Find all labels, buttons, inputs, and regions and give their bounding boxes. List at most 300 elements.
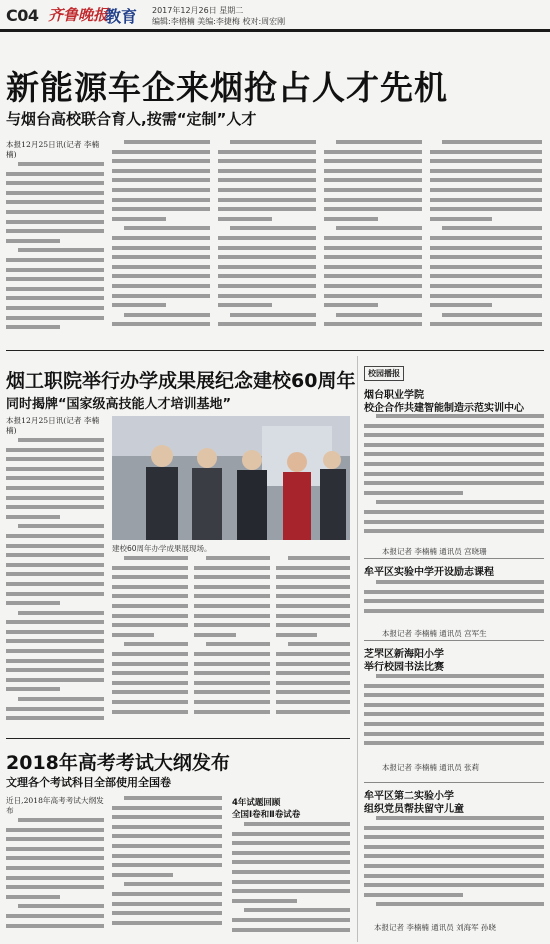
text-line — [124, 882, 222, 886]
section-title: 教育 — [105, 7, 138, 26]
text-line — [218, 274, 316, 278]
text-line — [232, 928, 350, 932]
text-line — [6, 287, 104, 291]
text-line — [232, 860, 350, 864]
text-line — [218, 246, 316, 250]
text-line — [324, 236, 422, 240]
text-line — [112, 863, 222, 867]
text-line — [112, 623, 188, 627]
text-line — [430, 207, 542, 211]
text-line — [364, 845, 544, 849]
text-line — [18, 438, 104, 442]
text-line — [6, 630, 104, 634]
text-line — [364, 599, 544, 603]
text-line — [6, 296, 104, 300]
text-line — [112, 575, 188, 579]
text-line — [218, 284, 316, 288]
text-line — [6, 572, 104, 576]
text-line — [218, 178, 316, 182]
text-line — [324, 274, 422, 278]
brief-1-credit: 本报记者 李楠楠 通讯员 宫晓珊 — [382, 547, 487, 556]
text-line — [18, 524, 104, 528]
text-line — [218, 207, 316, 211]
text-line — [112, 662, 188, 666]
text-line — [430, 265, 542, 269]
text-line — [324, 207, 422, 211]
text-line — [6, 678, 104, 682]
text-line — [364, 520, 544, 524]
bottom-sidebar-title: 4年试题回顾 — [232, 798, 281, 808]
text-line — [364, 424, 544, 428]
text-line — [430, 236, 542, 240]
text-line — [18, 611, 104, 615]
text-line — [112, 585, 188, 589]
text-line — [324, 246, 422, 250]
text-line — [276, 690, 350, 694]
text-line — [112, 854, 222, 858]
text-line — [6, 325, 60, 329]
brief-1-body — [364, 414, 544, 542]
text-line — [112, 284, 210, 288]
brief-1-subtitle: 校企合作共建智能制造示范实训中心 — [364, 403, 524, 414]
text-line — [218, 303, 272, 307]
text-line — [112, 217, 166, 221]
text-line — [232, 880, 350, 884]
text-line — [324, 169, 422, 173]
text-line — [112, 892, 222, 896]
text-line — [324, 322, 422, 326]
page-number: C04 — [6, 6, 39, 25]
text-line — [430, 303, 492, 307]
text-line — [6, 486, 104, 490]
text-line — [218, 217, 272, 221]
brief-divider-1 — [364, 558, 544, 559]
text-line — [6, 620, 104, 624]
text-line — [6, 639, 104, 643]
text-line — [232, 899, 297, 903]
text-line — [430, 188, 542, 192]
text-line — [324, 284, 422, 288]
text-line — [6, 659, 104, 663]
text-line — [6, 553, 104, 557]
lead-column-4 — [324, 140, 422, 340]
text-line — [112, 207, 210, 211]
text-line — [364, 693, 544, 697]
text-line — [194, 594, 270, 598]
text-line — [276, 614, 350, 618]
text-line — [112, 681, 188, 685]
text-line — [442, 313, 542, 317]
text-line — [194, 700, 270, 704]
text-line — [364, 854, 544, 858]
text-line — [276, 710, 350, 714]
campus-news-tag: 校园播报 — [364, 366, 404, 381]
bottom-column-1 — [6, 818, 104, 938]
text-line — [232, 870, 350, 874]
text-line — [6, 258, 104, 262]
text-line — [324, 198, 422, 202]
text-line — [112, 198, 210, 202]
text-line — [218, 322, 316, 326]
text-line — [112, 873, 173, 877]
brief-2-title: 牟平区实验中学开设励志课程 — [364, 567, 494, 578]
text-line — [244, 908, 350, 912]
text-line — [218, 198, 316, 202]
text-line — [112, 265, 210, 269]
text-line — [6, 191, 104, 195]
newspaper-logo: 齐鲁晚报 — [48, 6, 109, 24]
brief-2-body — [364, 580, 544, 624]
text-line — [288, 642, 350, 646]
text-line — [112, 815, 222, 819]
text-line — [430, 322, 542, 326]
text-line — [6, 505, 104, 509]
text-line — [244, 822, 350, 826]
text-line — [194, 662, 270, 666]
text-line — [276, 671, 350, 675]
text-line — [364, 826, 544, 830]
text-line — [364, 712, 544, 716]
text-line — [18, 248, 104, 252]
text-line — [430, 284, 542, 288]
text-line — [364, 703, 544, 707]
text-line — [364, 835, 544, 839]
text-line — [112, 274, 210, 278]
text-line — [276, 585, 350, 589]
text-line — [112, 294, 210, 298]
text-line — [6, 914, 104, 918]
text-line — [6, 268, 104, 272]
text-line — [442, 226, 542, 230]
text-line — [6, 828, 104, 832]
text-line — [218, 255, 316, 259]
page-header — [0, 0, 550, 30]
editor-credits: 编辑:李榕楠 美编:李捷梅 校对:周宏刚 — [152, 17, 286, 26]
text-line — [276, 681, 350, 685]
text-line — [6, 229, 104, 233]
text-line — [112, 700, 188, 704]
text-line — [6, 649, 104, 653]
text-line — [112, 671, 188, 675]
text-line — [6, 716, 104, 720]
text-line — [194, 633, 236, 637]
text-line — [112, 159, 210, 163]
text-line — [112, 604, 188, 608]
text-line — [194, 690, 270, 694]
brief-3-credit: 本报记者 李楠楠 通讯员 张莉 — [382, 763, 480, 772]
text-line — [194, 652, 270, 656]
text-line — [442, 140, 542, 144]
text-line — [276, 604, 350, 608]
text-line — [364, 433, 544, 437]
text-line — [18, 162, 104, 166]
text-line — [376, 414, 544, 418]
text-line — [206, 642, 270, 646]
text-line — [112, 911, 222, 915]
text-line — [6, 687, 60, 691]
text-line — [324, 188, 422, 192]
event-photo — [112, 416, 350, 540]
text-line — [6, 924, 104, 928]
right-column-rule — [357, 356, 358, 942]
photo-caption: 建校60周年办学成果展现场。 — [112, 544, 212, 553]
lead-column-5 — [430, 140, 542, 340]
text-line — [112, 236, 210, 240]
text-line — [6, 668, 104, 672]
text-line — [218, 236, 316, 240]
text-line — [276, 633, 317, 637]
text-line — [6, 582, 104, 586]
text-line — [430, 178, 542, 182]
text-line — [194, 671, 270, 675]
text-line — [336, 140, 422, 144]
text-line — [6, 448, 104, 452]
text-line — [6, 515, 60, 519]
lead-subhead: 与烟台高校联合育人,按需“定制”人才 — [6, 110, 257, 128]
text-line — [218, 294, 316, 298]
text-line — [6, 277, 104, 281]
second-headline: 烟工职院举行办学成果展纪念建校60周年 — [6, 370, 356, 392]
text-line — [112, 594, 188, 598]
text-line — [430, 150, 542, 154]
lead-column-3 — [218, 140, 316, 340]
text-line — [112, 652, 188, 656]
text-line — [6, 544, 104, 548]
text-line — [364, 893, 463, 897]
text-line — [336, 226, 422, 230]
text-line — [112, 178, 210, 182]
text-line — [232, 832, 350, 836]
text-line — [324, 294, 422, 298]
text-line — [112, 921, 222, 925]
text-line — [276, 652, 350, 656]
text-line — [6, 496, 104, 500]
text-line — [6, 601, 60, 605]
lead-column-2 — [112, 140, 210, 340]
text-line — [364, 874, 544, 878]
text-line — [112, 834, 222, 838]
brief-divider-2 — [364, 640, 544, 641]
text-line — [6, 220, 104, 224]
text-line — [112, 844, 222, 848]
text-line — [364, 590, 544, 594]
bottom-subhead: 文理各个考试科目全部使用全国卷 — [6, 776, 171, 789]
text-line — [364, 609, 544, 613]
text-line — [6, 457, 104, 461]
text-line — [194, 614, 270, 618]
text-line — [324, 217, 378, 221]
text-line — [276, 575, 350, 579]
text-line — [230, 226, 316, 230]
text-line — [364, 732, 544, 736]
text-line — [6, 837, 104, 841]
text-line — [6, 876, 104, 880]
text-line — [6, 316, 104, 320]
text-line — [194, 566, 270, 570]
text-line — [194, 681, 270, 685]
text-line — [218, 150, 316, 154]
text-line — [218, 159, 316, 163]
text-line — [6, 563, 104, 567]
text-line — [232, 918, 350, 922]
text-line — [112, 633, 154, 637]
text-line — [194, 710, 270, 714]
text-line — [376, 500, 544, 504]
text-line — [124, 226, 210, 230]
text-line — [364, 510, 544, 514]
text-line — [112, 255, 210, 259]
text-line — [112, 322, 210, 326]
text-line — [276, 662, 350, 666]
text-line — [6, 847, 104, 851]
text-line — [124, 313, 210, 317]
text-line — [112, 303, 166, 307]
text-line — [276, 594, 350, 598]
text-line — [364, 864, 544, 868]
brief-4-body — [364, 816, 544, 916]
text-line — [324, 178, 422, 182]
second-subhead: 同时揭牌“国家级高技能人才培训基地” — [6, 397, 232, 412]
text-line — [6, 306, 104, 310]
text-line — [194, 604, 270, 608]
text-line — [6, 239, 60, 243]
text-line — [194, 575, 270, 579]
text-line — [218, 169, 316, 173]
text-line — [364, 452, 544, 456]
text-line — [324, 265, 422, 269]
text-line — [6, 467, 104, 471]
text-line — [6, 866, 104, 870]
text-line — [364, 883, 544, 887]
text-line — [218, 265, 316, 269]
text-line — [124, 140, 210, 144]
text-line — [112, 614, 188, 618]
text-line — [364, 684, 544, 688]
text-line — [206, 556, 270, 560]
bottom-byline: 近日,2018年高考考试大纲发布 — [6, 796, 104, 815]
text-line — [364, 722, 544, 726]
lead-column-1 — [6, 162, 104, 340]
text-line — [194, 623, 270, 627]
event-photo-image — [112, 416, 350, 540]
text-line — [364, 443, 544, 447]
second-column-2 — [112, 556, 188, 726]
text-line — [6, 895, 60, 899]
text-line — [430, 159, 542, 163]
text-line — [112, 169, 210, 173]
text-line — [364, 741, 544, 745]
brief-4-credit: 本报记者 李楠楠 通讯员 刘海军 孙晓 — [374, 923, 497, 932]
text-line — [430, 255, 542, 259]
section-divider — [6, 350, 544, 351]
text-line — [276, 566, 350, 570]
text-line — [194, 585, 270, 589]
issue-date: 2017年12月26日 星期二 — [152, 6, 244, 15]
text-line — [230, 313, 316, 317]
brief-2-credit: 本报记者 李楠楠 通讯员 宫军生 — [382, 629, 487, 638]
text-line — [364, 472, 544, 476]
text-line — [430, 274, 542, 278]
text-line — [6, 200, 104, 204]
text-line — [18, 697, 104, 701]
bottom-headline: 2018年高考考试大纲发布 — [6, 752, 230, 774]
text-line — [324, 255, 422, 259]
text-line — [112, 690, 188, 694]
text-line — [112, 710, 188, 714]
text-line — [6, 172, 104, 176]
text-line — [364, 481, 544, 485]
text-line — [430, 246, 542, 250]
text-line — [276, 700, 350, 704]
text-line — [324, 150, 422, 154]
text-line — [364, 529, 544, 533]
text-line — [430, 198, 542, 202]
lead-headline: 新能源车企来烟抢占人才先机 — [6, 68, 448, 107]
text-line — [18, 904, 104, 908]
text-line — [230, 140, 316, 144]
text-line — [6, 856, 104, 860]
text-line — [6, 707, 104, 711]
text-line — [232, 851, 350, 855]
text-line — [376, 902, 544, 906]
text-line — [288, 556, 350, 560]
second-column-4 — [276, 556, 350, 726]
text-line — [112, 566, 188, 570]
text-line — [232, 841, 350, 845]
bottom-column-2 — [112, 796, 222, 938]
brief-4-subtitle: 组织党员帮扶留守儿童 — [364, 804, 464, 815]
text-line — [112, 246, 210, 250]
text-line — [112, 825, 222, 829]
bottom-divider — [6, 738, 350, 739]
text-line — [6, 534, 104, 538]
text-line — [6, 885, 104, 889]
text-line — [324, 159, 422, 163]
text-line — [112, 806, 222, 810]
brief-3-title: 芝罘区新海阳小学 — [364, 649, 444, 660]
brief-4-title: 牟平区第二实验小学 — [364, 791, 454, 802]
brief-3-body — [364, 674, 544, 758]
header-divider — [0, 29, 550, 32]
text-line — [376, 674, 544, 678]
bottom-column-3 — [232, 822, 350, 938]
text-line — [430, 294, 542, 298]
brief-3-subtitle: 举行校园书法比赛 — [364, 662, 444, 673]
text-line — [6, 476, 104, 480]
text-line — [276, 623, 350, 627]
text-line — [6, 592, 104, 596]
text-line — [124, 556, 188, 560]
text-line — [324, 303, 378, 307]
text-line — [430, 217, 492, 221]
brief-1-title: 烟台职业学院 — [364, 390, 424, 401]
text-line — [376, 580, 544, 584]
text-line — [112, 902, 222, 906]
text-line — [112, 150, 210, 154]
text-line — [124, 796, 222, 800]
text-line — [364, 491, 463, 495]
text-line — [430, 169, 542, 173]
text-line — [364, 462, 544, 466]
bottom-sidebar-subtitle: 全国Ⅰ卷和Ⅱ卷试卷 — [232, 810, 301, 820]
text-line — [18, 818, 104, 822]
lead-byline: 本报12月25日讯(记者 李楠楠) — [6, 140, 100, 159]
brief-divider-3 — [364, 782, 544, 783]
second-byline: 本报12月25日讯(记者 李楠楠) — [6, 416, 100, 435]
text-line — [112, 188, 210, 192]
text-line — [6, 181, 104, 185]
text-line — [232, 889, 350, 893]
